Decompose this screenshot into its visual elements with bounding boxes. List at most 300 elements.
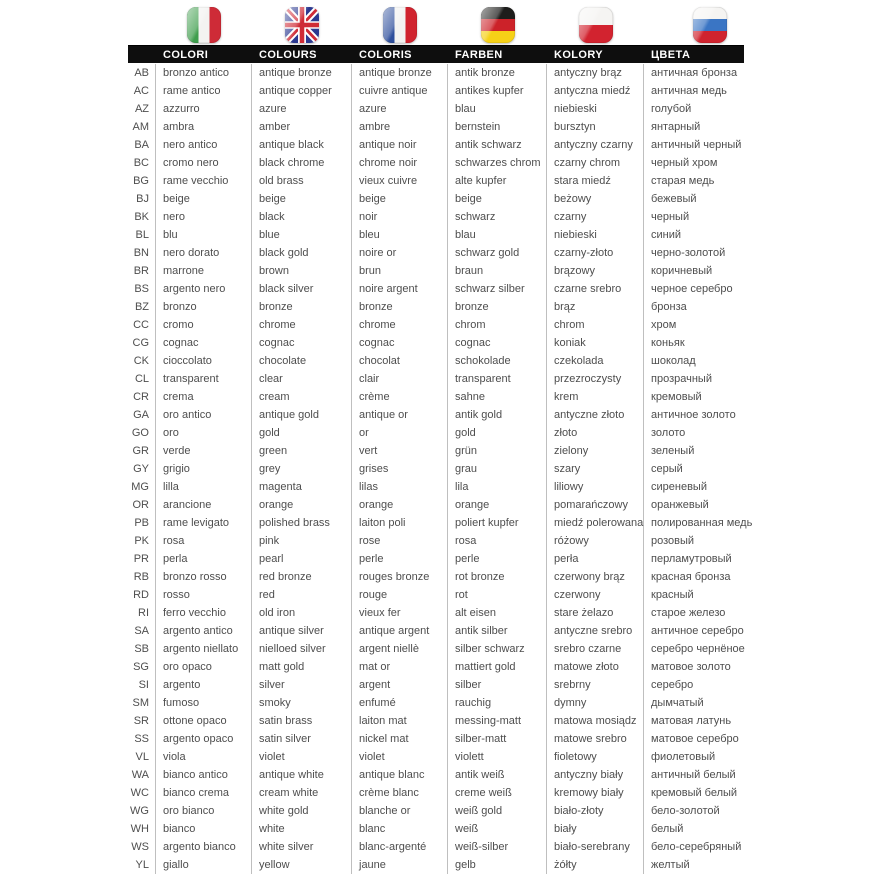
color-name-russian: коричневый bbox=[651, 265, 713, 277]
color-code: YL bbox=[128, 856, 156, 874]
color-name-polish: bursztyn bbox=[547, 118, 644, 136]
table-row bbox=[128, 64, 775, 82]
color-name-german: blau bbox=[448, 100, 547, 118]
color-code: CC bbox=[128, 316, 156, 334]
color-name-russian: античный черный bbox=[651, 139, 742, 151]
color-name-russian: прозрачный bbox=[651, 373, 712, 385]
color-name-german: rauchig bbox=[448, 694, 547, 712]
table-row bbox=[128, 604, 775, 622]
color-name-polish: stare żelazo bbox=[547, 604, 644, 622]
color-name-italian: giallo bbox=[156, 856, 252, 874]
color-name-italian: verde bbox=[156, 442, 252, 460]
header-english: COLOURS bbox=[259, 48, 317, 61]
color-name-russian: черное серебро bbox=[651, 283, 733, 295]
color-name-german: weiß-silber bbox=[448, 838, 547, 856]
color-name-polish: fioletowy bbox=[547, 748, 644, 766]
color-name-italian: perla bbox=[156, 550, 252, 568]
color-name-polish: matowe srebro bbox=[547, 730, 644, 748]
color-name-russian: шоколад bbox=[651, 355, 696, 367]
color-name-italian: arancione bbox=[156, 496, 252, 514]
table-row bbox=[128, 154, 775, 172]
table-row bbox=[128, 532, 775, 550]
color-name-french: cuivre antique bbox=[352, 82, 448, 100]
color-name-french: or bbox=[352, 424, 448, 442]
color-name-english: silver bbox=[252, 676, 352, 694]
color-name-french: blanc-argenté bbox=[352, 838, 448, 856]
color-name-russian: бело-золотой bbox=[651, 805, 720, 817]
color-name-italian: rame antico bbox=[156, 82, 252, 100]
color-name-french: crème bbox=[352, 388, 448, 406]
color-name-german: blau bbox=[448, 226, 547, 244]
table-row bbox=[128, 226, 775, 244]
table-row bbox=[128, 568, 775, 586]
color-name-polish: żółty bbox=[547, 856, 644, 874]
poland-flag-icon bbox=[579, 7, 613, 43]
color-code: SM bbox=[128, 694, 156, 712]
color-name-english: white silver bbox=[252, 838, 352, 856]
color-code: SA bbox=[128, 622, 156, 640]
color-name-french: vieux fer bbox=[352, 604, 448, 622]
color-name-italian: nero bbox=[156, 208, 252, 226]
table-row bbox=[128, 82, 775, 100]
color-name-polish: przezroczysty bbox=[547, 370, 644, 388]
color-name-german: silber-matt bbox=[448, 730, 547, 748]
table-row bbox=[128, 388, 775, 406]
header-russian: ЦВЕТА bbox=[651, 48, 691, 61]
color-name-italian: nero antico bbox=[156, 136, 252, 154]
color-code: WG bbox=[128, 802, 156, 820]
color-name-french: chocolat bbox=[352, 352, 448, 370]
color-name-italian: nero dorato bbox=[156, 244, 252, 262]
color-name-polish: srebrny bbox=[547, 676, 644, 694]
color-name-french: clair bbox=[352, 370, 448, 388]
color-name-english: antique white bbox=[252, 766, 352, 784]
color-name-polish: srebro czarne bbox=[547, 640, 644, 658]
table-row bbox=[128, 694, 775, 712]
color-code: GR bbox=[128, 442, 156, 460]
color-name-english: yellow bbox=[252, 856, 352, 874]
color-name-english: old iron bbox=[252, 604, 352, 622]
color-name-russian: янтарный bbox=[651, 121, 701, 133]
color-name-russian: матовая латунь bbox=[651, 715, 732, 727]
color-name-italian: argento bbox=[156, 676, 252, 694]
color-name-polish: czarny-złoto bbox=[547, 244, 644, 262]
table-row bbox=[128, 280, 775, 298]
color-name-german: alt eisen bbox=[448, 604, 547, 622]
color-name-german: braun bbox=[448, 262, 547, 280]
color-name-russian: кремовый bbox=[651, 391, 702, 403]
color-name-russian: розовый bbox=[651, 535, 695, 547]
color-name-italian: crema bbox=[156, 388, 252, 406]
color-name-polish: biało-złoty bbox=[547, 802, 644, 820]
color-name-italian: rame vecchio bbox=[156, 172, 252, 190]
color-name-german: schwarzes chrom bbox=[448, 154, 547, 172]
color-name-italian: ambra bbox=[156, 118, 252, 136]
color-code: AM bbox=[128, 118, 156, 136]
color-name-english: smoky bbox=[252, 694, 352, 712]
table-row bbox=[128, 514, 775, 532]
color-name-french: argent niellè bbox=[352, 640, 448, 658]
color-name-french: laiton poli bbox=[352, 514, 448, 532]
color-code: SI bbox=[128, 676, 156, 694]
color-code: CK bbox=[128, 352, 156, 370]
color-name-french: noir bbox=[352, 208, 448, 226]
table-row bbox=[128, 622, 775, 640]
color-name-english: white gold bbox=[252, 802, 352, 820]
color-name-french: grises bbox=[352, 460, 448, 478]
color-name-german: antik gold bbox=[448, 406, 547, 424]
color-name-french: jaune bbox=[352, 856, 448, 874]
color-name-polish: krem bbox=[547, 388, 644, 406]
color-name-french: bronze bbox=[352, 298, 448, 316]
color-name-german: schwarz silber bbox=[448, 280, 547, 298]
color-name-french: brun bbox=[352, 262, 448, 280]
color-name-russian: серый bbox=[651, 463, 683, 475]
color-name-english: satin silver bbox=[252, 730, 352, 748]
color-code: BN bbox=[128, 244, 156, 262]
color-name-english: black silver bbox=[252, 280, 352, 298]
color-name-english: magenta bbox=[252, 478, 352, 496]
color-code: GA bbox=[128, 406, 156, 424]
color-name-italian: oro antico bbox=[156, 406, 252, 424]
color-name-french: antique argent bbox=[352, 622, 448, 640]
color-name-english: gold bbox=[252, 424, 352, 442]
color-name-italian: rame levigato bbox=[156, 514, 252, 532]
color-name-italian: rosa bbox=[156, 532, 252, 550]
color-name-german: rot bronze bbox=[448, 568, 547, 586]
color-name-french: vieux cuivre bbox=[352, 172, 448, 190]
color-code: SB bbox=[128, 640, 156, 658]
color-name-german: rot bbox=[448, 586, 547, 604]
color-name-french: rouges bronze bbox=[352, 568, 448, 586]
color-name-italian: viola bbox=[156, 748, 252, 766]
color-name-russian: синий bbox=[651, 229, 682, 241]
color-name-italian: bianco crema bbox=[156, 784, 252, 802]
color-name-polish: czerwony brąz bbox=[547, 568, 644, 586]
color-code: BC bbox=[128, 154, 156, 172]
header-polish: KOLORY bbox=[554, 48, 604, 61]
color-name-italian: oro opaco bbox=[156, 658, 252, 676]
color-name-polish: biało-serebrany bbox=[547, 838, 644, 856]
color-name-french: cognac bbox=[352, 334, 448, 352]
color-name-italian: blu bbox=[156, 226, 252, 244]
table-row bbox=[128, 244, 775, 262]
color-name-polish: kremowy biały bbox=[547, 784, 644, 802]
table-row bbox=[128, 442, 775, 460]
color-name-italian: oro bbox=[156, 424, 252, 442]
color-name-french: argent bbox=[352, 676, 448, 694]
color-name-polish: chrom bbox=[547, 316, 644, 334]
color-name-french: antique blanc bbox=[352, 766, 448, 784]
color-name-english: chrome bbox=[252, 316, 352, 334]
italy-flag-icon bbox=[187, 7, 221, 43]
color-code: GO bbox=[128, 424, 156, 442]
color-name-russian: черно-золотой bbox=[651, 247, 726, 259]
table-row bbox=[128, 496, 775, 514]
color-name-polish: biały bbox=[547, 820, 644, 838]
color-name-french: crème blanc bbox=[352, 784, 448, 802]
color-name-english: antique copper bbox=[252, 82, 352, 100]
color-name-russian: дымчатый bbox=[651, 697, 704, 709]
table-row bbox=[128, 748, 775, 766]
color-name-russian: желтый bbox=[651, 859, 690, 871]
color-name-italian: transparent bbox=[156, 370, 252, 388]
color-name-german: orange bbox=[448, 496, 547, 514]
table-row bbox=[128, 784, 775, 802]
color-name-french: vert bbox=[352, 442, 448, 460]
color-name-russian: старая медь bbox=[651, 175, 715, 187]
table-row bbox=[128, 658, 775, 676]
color-name-english: matt gold bbox=[252, 658, 352, 676]
color-name-english: cream bbox=[252, 388, 352, 406]
color-name-french: ambre bbox=[352, 118, 448, 136]
color-code: BS bbox=[128, 280, 156, 298]
color-name-german: lila bbox=[448, 478, 547, 496]
color-code: RI bbox=[128, 604, 156, 622]
color-name-italian: ferro vecchio bbox=[156, 604, 252, 622]
color-name-english: azure bbox=[252, 100, 352, 118]
color-name-polish: miedź polerowana bbox=[547, 514, 644, 532]
color-name-german: mattiert gold bbox=[448, 658, 547, 676]
color-name-french: noire or bbox=[352, 244, 448, 262]
color-name-english: red bronze bbox=[252, 568, 352, 586]
color-name-italian: lilla bbox=[156, 478, 252, 496]
color-name-polish: szary bbox=[547, 460, 644, 478]
color-name-italian: bronzo bbox=[156, 298, 252, 316]
russia-flag-icon bbox=[693, 7, 727, 43]
color-name-german: cognac bbox=[448, 334, 547, 352]
color-name-german: antik bronze bbox=[448, 64, 547, 82]
color-name-german: bernstein bbox=[448, 118, 547, 136]
color-name-italian: argento nero bbox=[156, 280, 252, 298]
color-name-polish: brąz bbox=[547, 298, 644, 316]
color-name-russian: матовое серебро bbox=[651, 733, 739, 745]
color-name-english: clear bbox=[252, 370, 352, 388]
color-name-french: noire argent bbox=[352, 280, 448, 298]
color-code: PB bbox=[128, 514, 156, 532]
table-row bbox=[128, 478, 775, 496]
color-name-polish: czekolada bbox=[547, 352, 644, 370]
color-name-french: orange bbox=[352, 496, 448, 514]
color-name-english: nielloed silver bbox=[252, 640, 352, 658]
color-name-english: orange bbox=[252, 496, 352, 514]
table-row bbox=[128, 172, 775, 190]
color-code: AC bbox=[128, 82, 156, 100]
color-name-english: polished brass bbox=[252, 514, 352, 532]
color-name-german: rosa bbox=[448, 532, 547, 550]
color-name-english: antique gold bbox=[252, 406, 352, 424]
color-name-russian: оранжевый bbox=[651, 499, 709, 511]
color-code: AZ bbox=[128, 100, 156, 118]
color-name-german: chrom bbox=[448, 316, 547, 334]
color-code: BA bbox=[128, 136, 156, 154]
color-name-french: violet bbox=[352, 748, 448, 766]
color-name-russian: античная бронза bbox=[651, 67, 738, 79]
color-name-german: gold bbox=[448, 424, 547, 442]
table-row bbox=[128, 118, 775, 136]
color-name-russian: бело-серебряный bbox=[651, 841, 742, 853]
color-name-french: blanche or bbox=[352, 802, 448, 820]
color-name-polish: dymny bbox=[547, 694, 644, 712]
color-name-english: cognac bbox=[252, 334, 352, 352]
color-name-french: bleu bbox=[352, 226, 448, 244]
color-name-russian: серебро bbox=[651, 679, 694, 691]
color-name-russian: бронза bbox=[651, 301, 687, 313]
color-name-russian: хром bbox=[651, 319, 677, 331]
table-row bbox=[128, 838, 775, 856]
table-body bbox=[128, 64, 775, 874]
color-name-polish: pomarańczowy bbox=[547, 496, 644, 514]
color-code: WS bbox=[128, 838, 156, 856]
color-name-italian: cognac bbox=[156, 334, 252, 352]
table-row bbox=[128, 190, 775, 208]
table-row bbox=[128, 370, 775, 388]
color-code: OR bbox=[128, 496, 156, 514]
color-name-italian: fumoso bbox=[156, 694, 252, 712]
color-name-russian: зеленый bbox=[651, 445, 695, 457]
table-row bbox=[128, 820, 775, 838]
color-name-english: chocolate bbox=[252, 352, 352, 370]
color-name-english: grey bbox=[252, 460, 352, 478]
color-translation-table bbox=[128, 7, 775, 874]
color-name-german: weiß gold bbox=[448, 802, 547, 820]
table-row bbox=[128, 586, 775, 604]
color-name-russian: перламутровый bbox=[651, 553, 732, 565]
uk-flag-icon bbox=[285, 7, 319, 43]
color-name-italian: bronzo rosso bbox=[156, 568, 252, 586]
color-name-english: red bbox=[252, 586, 352, 604]
color-name-polish: antyczny biały bbox=[547, 766, 644, 784]
color-name-polish: niebieski bbox=[547, 100, 644, 118]
flags-row bbox=[128, 7, 775, 44]
color-name-german: antik silber bbox=[448, 622, 547, 640]
color-code: CG bbox=[128, 334, 156, 352]
color-name-english: antique black bbox=[252, 136, 352, 154]
color-name-polish: antyczna miedź bbox=[547, 82, 644, 100]
color-name-french: beige bbox=[352, 190, 448, 208]
color-name-polish: zielony bbox=[547, 442, 644, 460]
color-name-polish: beżowy bbox=[547, 190, 644, 208]
color-name-russian: античная медь bbox=[651, 85, 727, 97]
color-name-italian: cioccolato bbox=[156, 352, 252, 370]
color-name-russian: белый bbox=[651, 823, 684, 835]
table-row bbox=[128, 136, 775, 154]
color-name-italian: grigio bbox=[156, 460, 252, 478]
color-code: GY bbox=[128, 460, 156, 478]
color-name-german: messing-matt bbox=[448, 712, 547, 730]
color-name-russian: полированная медь bbox=[651, 517, 753, 529]
color-code: SR bbox=[128, 712, 156, 730]
color-name-english: black bbox=[252, 208, 352, 226]
color-name-polish: czarny chrom bbox=[547, 154, 644, 172]
color-name-polish: matowe złoto bbox=[547, 658, 644, 676]
color-name-english: blue bbox=[252, 226, 352, 244]
table-row bbox=[128, 352, 775, 370]
color-name-italian: azzurro bbox=[156, 100, 252, 118]
table-row bbox=[128, 406, 775, 424]
color-name-german: transparent bbox=[448, 370, 547, 388]
color-name-polish: koniak bbox=[547, 334, 644, 352]
color-name-english: brown bbox=[252, 262, 352, 280]
table-row bbox=[128, 730, 775, 748]
color-name-english: amber bbox=[252, 118, 352, 136]
color-name-french: rose bbox=[352, 532, 448, 550]
color-code: PK bbox=[128, 532, 156, 550]
color-name-polish: brązowy bbox=[547, 262, 644, 280]
color-name-russian: кремовый белый bbox=[651, 787, 738, 799]
color-name-german: weiß bbox=[448, 820, 547, 838]
color-name-russian: черный хром bbox=[651, 157, 718, 169]
color-name-french: antique noir bbox=[352, 136, 448, 154]
color-name-german: gelb bbox=[448, 856, 547, 874]
table-row bbox=[128, 100, 775, 118]
color-name-english: black chrome bbox=[252, 154, 352, 172]
table-row bbox=[128, 424, 775, 442]
color-code: SS bbox=[128, 730, 156, 748]
color-name-french: enfumé bbox=[352, 694, 448, 712]
color-name-french: antique bronze bbox=[352, 64, 448, 82]
color-name-polish: antyczny czarny bbox=[547, 136, 644, 154]
color-code: BL bbox=[128, 226, 156, 244]
color-name-russian: серебро чернёное bbox=[651, 643, 745, 655]
color-name-german: silber schwarz bbox=[448, 640, 547, 658]
color-code: BK bbox=[128, 208, 156, 226]
color-name-english: violet bbox=[252, 748, 352, 766]
color-name-italian: bianco bbox=[156, 820, 252, 838]
table-header bbox=[128, 45, 744, 63]
color-name-german: violett bbox=[448, 748, 547, 766]
table-row bbox=[128, 316, 775, 334]
color-name-polish: różowy bbox=[547, 532, 644, 550]
color-name-german: beige bbox=[448, 190, 547, 208]
color-name-french: azure bbox=[352, 100, 448, 118]
color-name-english: bronze bbox=[252, 298, 352, 316]
color-name-german: bronze bbox=[448, 298, 547, 316]
color-code: WA bbox=[128, 766, 156, 784]
color-name-italian: argento antico bbox=[156, 622, 252, 640]
color-name-polish: czerwony bbox=[547, 586, 644, 604]
color-name-polish: stara miedź bbox=[547, 172, 644, 190]
color-name-german: grau bbox=[448, 460, 547, 478]
color-code: BZ bbox=[128, 298, 156, 316]
color-name-english: beige bbox=[252, 190, 352, 208]
color-name-italian: bianco antico bbox=[156, 766, 252, 784]
color-name-german: schokolade bbox=[448, 352, 547, 370]
color-name-russian: голубой bbox=[651, 103, 692, 115]
color-name-english: antique silver bbox=[252, 622, 352, 640]
color-name-german: creme weiß bbox=[448, 784, 547, 802]
color-code: SG bbox=[128, 658, 156, 676]
color-code: BJ bbox=[128, 190, 156, 208]
color-name-english: satin brass bbox=[252, 712, 352, 730]
color-name-english: old brass bbox=[252, 172, 352, 190]
color-name-italian: argento opaco bbox=[156, 730, 252, 748]
color-name-german: perle bbox=[448, 550, 547, 568]
color-code: CR bbox=[128, 388, 156, 406]
color-name-german: sahne bbox=[448, 388, 547, 406]
color-name-german: poliert kupfer bbox=[448, 514, 547, 532]
color-name-russian: сиреневый bbox=[651, 481, 707, 493]
color-name-german: antik schwarz bbox=[448, 136, 547, 154]
color-name-italian: beige bbox=[156, 190, 252, 208]
table-row bbox=[128, 802, 775, 820]
table-row bbox=[128, 766, 775, 784]
color-name-english: white bbox=[252, 820, 352, 838]
header-italian: COLORI bbox=[163, 48, 209, 61]
color-code: VL bbox=[128, 748, 156, 766]
color-name-german: schwarz gold bbox=[448, 244, 547, 262]
color-code: RB bbox=[128, 568, 156, 586]
